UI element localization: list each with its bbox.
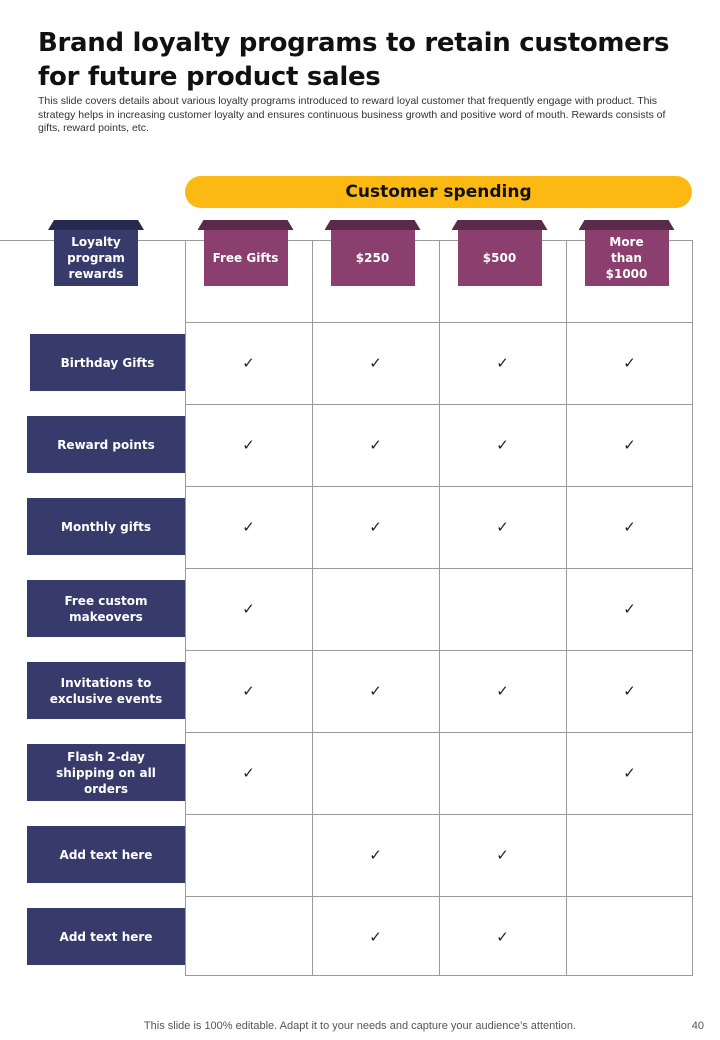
check-icon: ✓ — [496, 436, 509, 454]
customer-spending-label: Customer spending — [345, 182, 532, 202]
row-label-text: Add text here — [59, 929, 153, 944]
check-icon: ✓ — [623, 764, 636, 782]
check-icon: ✓ — [496, 846, 509, 864]
check-icon: ✓ — [496, 354, 509, 372]
row-label-text: Flash 2-day shipping on all orders — [56, 749, 156, 796]
grid-horizontal-line — [185, 486, 693, 487]
grid-horizontal-line — [185, 732, 693, 733]
check-icon: ✓ — [623, 518, 636, 536]
grid-horizontal-line — [185, 975, 693, 976]
row-label-7 — [27, 908, 185, 965]
grid-horizontal-line — [185, 650, 693, 651]
row-label-6 — [27, 826, 185, 883]
page-title: Brand loyalty programs to retain customers for future product sales — [38, 28, 670, 92]
check-icon: ✓ — [242, 354, 255, 372]
column-header-label: Free Gifts — [212, 251, 279, 265]
page-number: 40 — [691, 1020, 704, 1032]
grid-horizontal-line — [185, 322, 693, 323]
row-label-text: Free custom makeovers — [64, 593, 148, 624]
customer-spending-banner — [185, 176, 692, 208]
footer-note: This slide is 100% editable. Adapt it to your needs and capture your audience’s attention. — [143, 1020, 577, 1032]
grid-vertical-line — [566, 240, 567, 976]
check-icon: ✓ — [242, 436, 255, 454]
row-label-text: Monthly gifts — [61, 519, 151, 534]
grid-vertical-line — [692, 240, 693, 976]
check-icon: ✓ — [242, 764, 255, 782]
check-icon: ✓ — [242, 518, 255, 536]
check-icon: ✓ — [242, 682, 255, 700]
grid-horizontal-line — [185, 404, 693, 405]
column-header-label: $250 — [355, 251, 390, 265]
row-label-text: Add text here — [59, 847, 153, 862]
column-header-label: More than $1000 — [605, 235, 648, 281]
check-icon: ✓ — [369, 682, 382, 700]
check-icon: ✓ — [623, 436, 636, 454]
check-icon: ✓ — [369, 928, 382, 946]
row-label-1 — [27, 416, 185, 473]
check-icon: ✓ — [496, 928, 509, 946]
row-label-text: Birthday Gifts — [60, 355, 155, 370]
row-label-2 — [27, 498, 185, 555]
check-icon: ✓ — [496, 682, 509, 700]
column-header-0 — [204, 230, 288, 286]
grid-vertical-line — [439, 240, 440, 976]
check-icon: ✓ — [369, 518, 382, 536]
row-label-0 — [30, 334, 185, 391]
column-header-3 — [585, 230, 669, 286]
grid-vertical-line — [185, 240, 186, 976]
check-icon: ✓ — [623, 682, 636, 700]
column-header-2 — [458, 230, 542, 286]
check-icon: ✓ — [369, 354, 382, 372]
row-label-3 — [27, 580, 185, 637]
column-header-1 — [331, 230, 415, 286]
check-icon: ✓ — [369, 436, 382, 454]
grid-horizontal-line — [185, 814, 693, 815]
row-label-5 — [27, 744, 185, 801]
grid-horizontal-line — [185, 896, 693, 897]
grid-horizontal-line — [185, 568, 693, 569]
rewards-grid — [185, 240, 693, 976]
column-header-label: $500 — [482, 251, 517, 265]
row-label-text: Reward points — [57, 437, 155, 452]
check-icon: ✓ — [369, 846, 382, 864]
corner-header — [54, 230, 138, 286]
check-icon: ✓ — [242, 600, 255, 618]
corner-header-label: Loyalty program rewards — [67, 235, 125, 281]
row-label-text: Invitations to exclusive events — [49, 675, 163, 706]
page-description: This slide covers details about various loyalty programs introduced to reward loyal customer that frequently engage with product. This strategy helps in increasing customer loyalty and ensures continuous business growth and positive word of mouth. Rewards consists of gifts, reward points, etc. — [38, 95, 666, 134]
row-label-4 — [27, 662, 185, 719]
grid-vertical-line — [312, 240, 313, 976]
check-icon: ✓ — [623, 600, 636, 618]
check-icon: ✓ — [496, 518, 509, 536]
check-icon: ✓ — [623, 354, 636, 372]
